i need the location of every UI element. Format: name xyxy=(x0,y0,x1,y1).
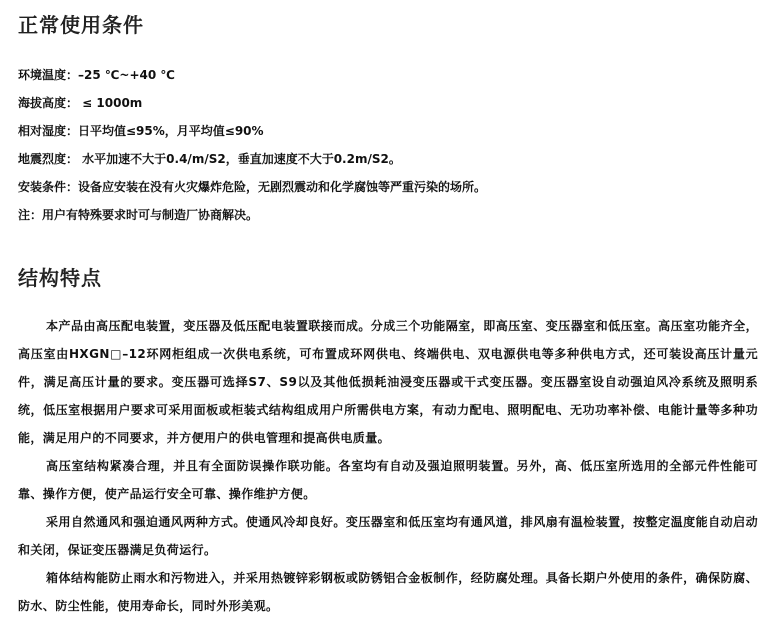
condition-relative-humidity: 相对湿度：日平均值≤95%，月平均值≤90% xyxy=(18,124,264,138)
section-title-structural-features: 结构特点 xyxy=(18,266,102,290)
paragraph-enclosure: 箱体结构能防止雨水和污物进入，并采用热镀锌彩钢板或防锈铝合金板制作，经防腐处理。具备长期户外使用的条件，确保防腐、防水、防尘性能，使用寿命长，同时外形美观。 xyxy=(18,571,758,613)
operating-conditions-list xyxy=(18,64,778,232)
section-title-operating-conditions: 正常使用条件 xyxy=(18,13,144,37)
paragraph-product-composition: 本产品由高压配电装置，变压器及低压配电装置联接而成。分成三个功能隔室，即高压室、变压器室和低压室。高压室功能齐全，高压室由HXGN□–12环网柜组成一次供电系统，可布置成环网供电、终端供电、双电源供电等多种供电方式，还可装设高压计量元件，满足高压计量的要求。变压器可选择S7、S9以及其他低损耗油浸变压器或干式变压器。变压器室设自动强迫风冷系统及照明系统，低压室根据用户要求可采用面板或柜装式结构组成用户所需供电方案，有动力配电、照明配电、无功功率补偿、电能计量等多种功能，满足用户的不同要求，并方便用户的供电管理和提高供电质量。 xyxy=(18,319,758,445)
condition-ambient-temperature: 环境温度：–25 ℃~+40 ℃ xyxy=(18,68,175,82)
condition-installation: 安装条件：设备应安装在没有火灾爆炸危险，无剧烈震动和化学腐蚀等严重污染的场所。 xyxy=(18,180,487,194)
paragraph-high-voltage-room: 高压室结构紧凑合理，并且有全面防误操作联功能。各室均有自动及强迫照明装置。另外，高、低压室所选用的全部元件性能可靠、操作方便，使产品运行安全可靠、操作维护方便。 xyxy=(18,459,758,501)
structural-features-body xyxy=(18,312,758,620)
condition-altitude: 海拔高度： ≤ 1000m xyxy=(18,96,143,110)
paragraph-ventilation: 采用自然通风和强迫通风两种方式。使通风冷却良好。变压器室和低压室均有通风道，排风扇有温检装置，按整定温度能自动启动和关闭，保证变压器满足负荷运行。 xyxy=(18,515,758,557)
condition-note: 注：用户有特殊要求时可与制造厂协商解决。 xyxy=(18,208,259,222)
condition-seismic-intensity: 地震烈度： 水平加速不大于0.4/m/S2，垂直加速度不大于0.2m/S2。 xyxy=(18,152,401,166)
